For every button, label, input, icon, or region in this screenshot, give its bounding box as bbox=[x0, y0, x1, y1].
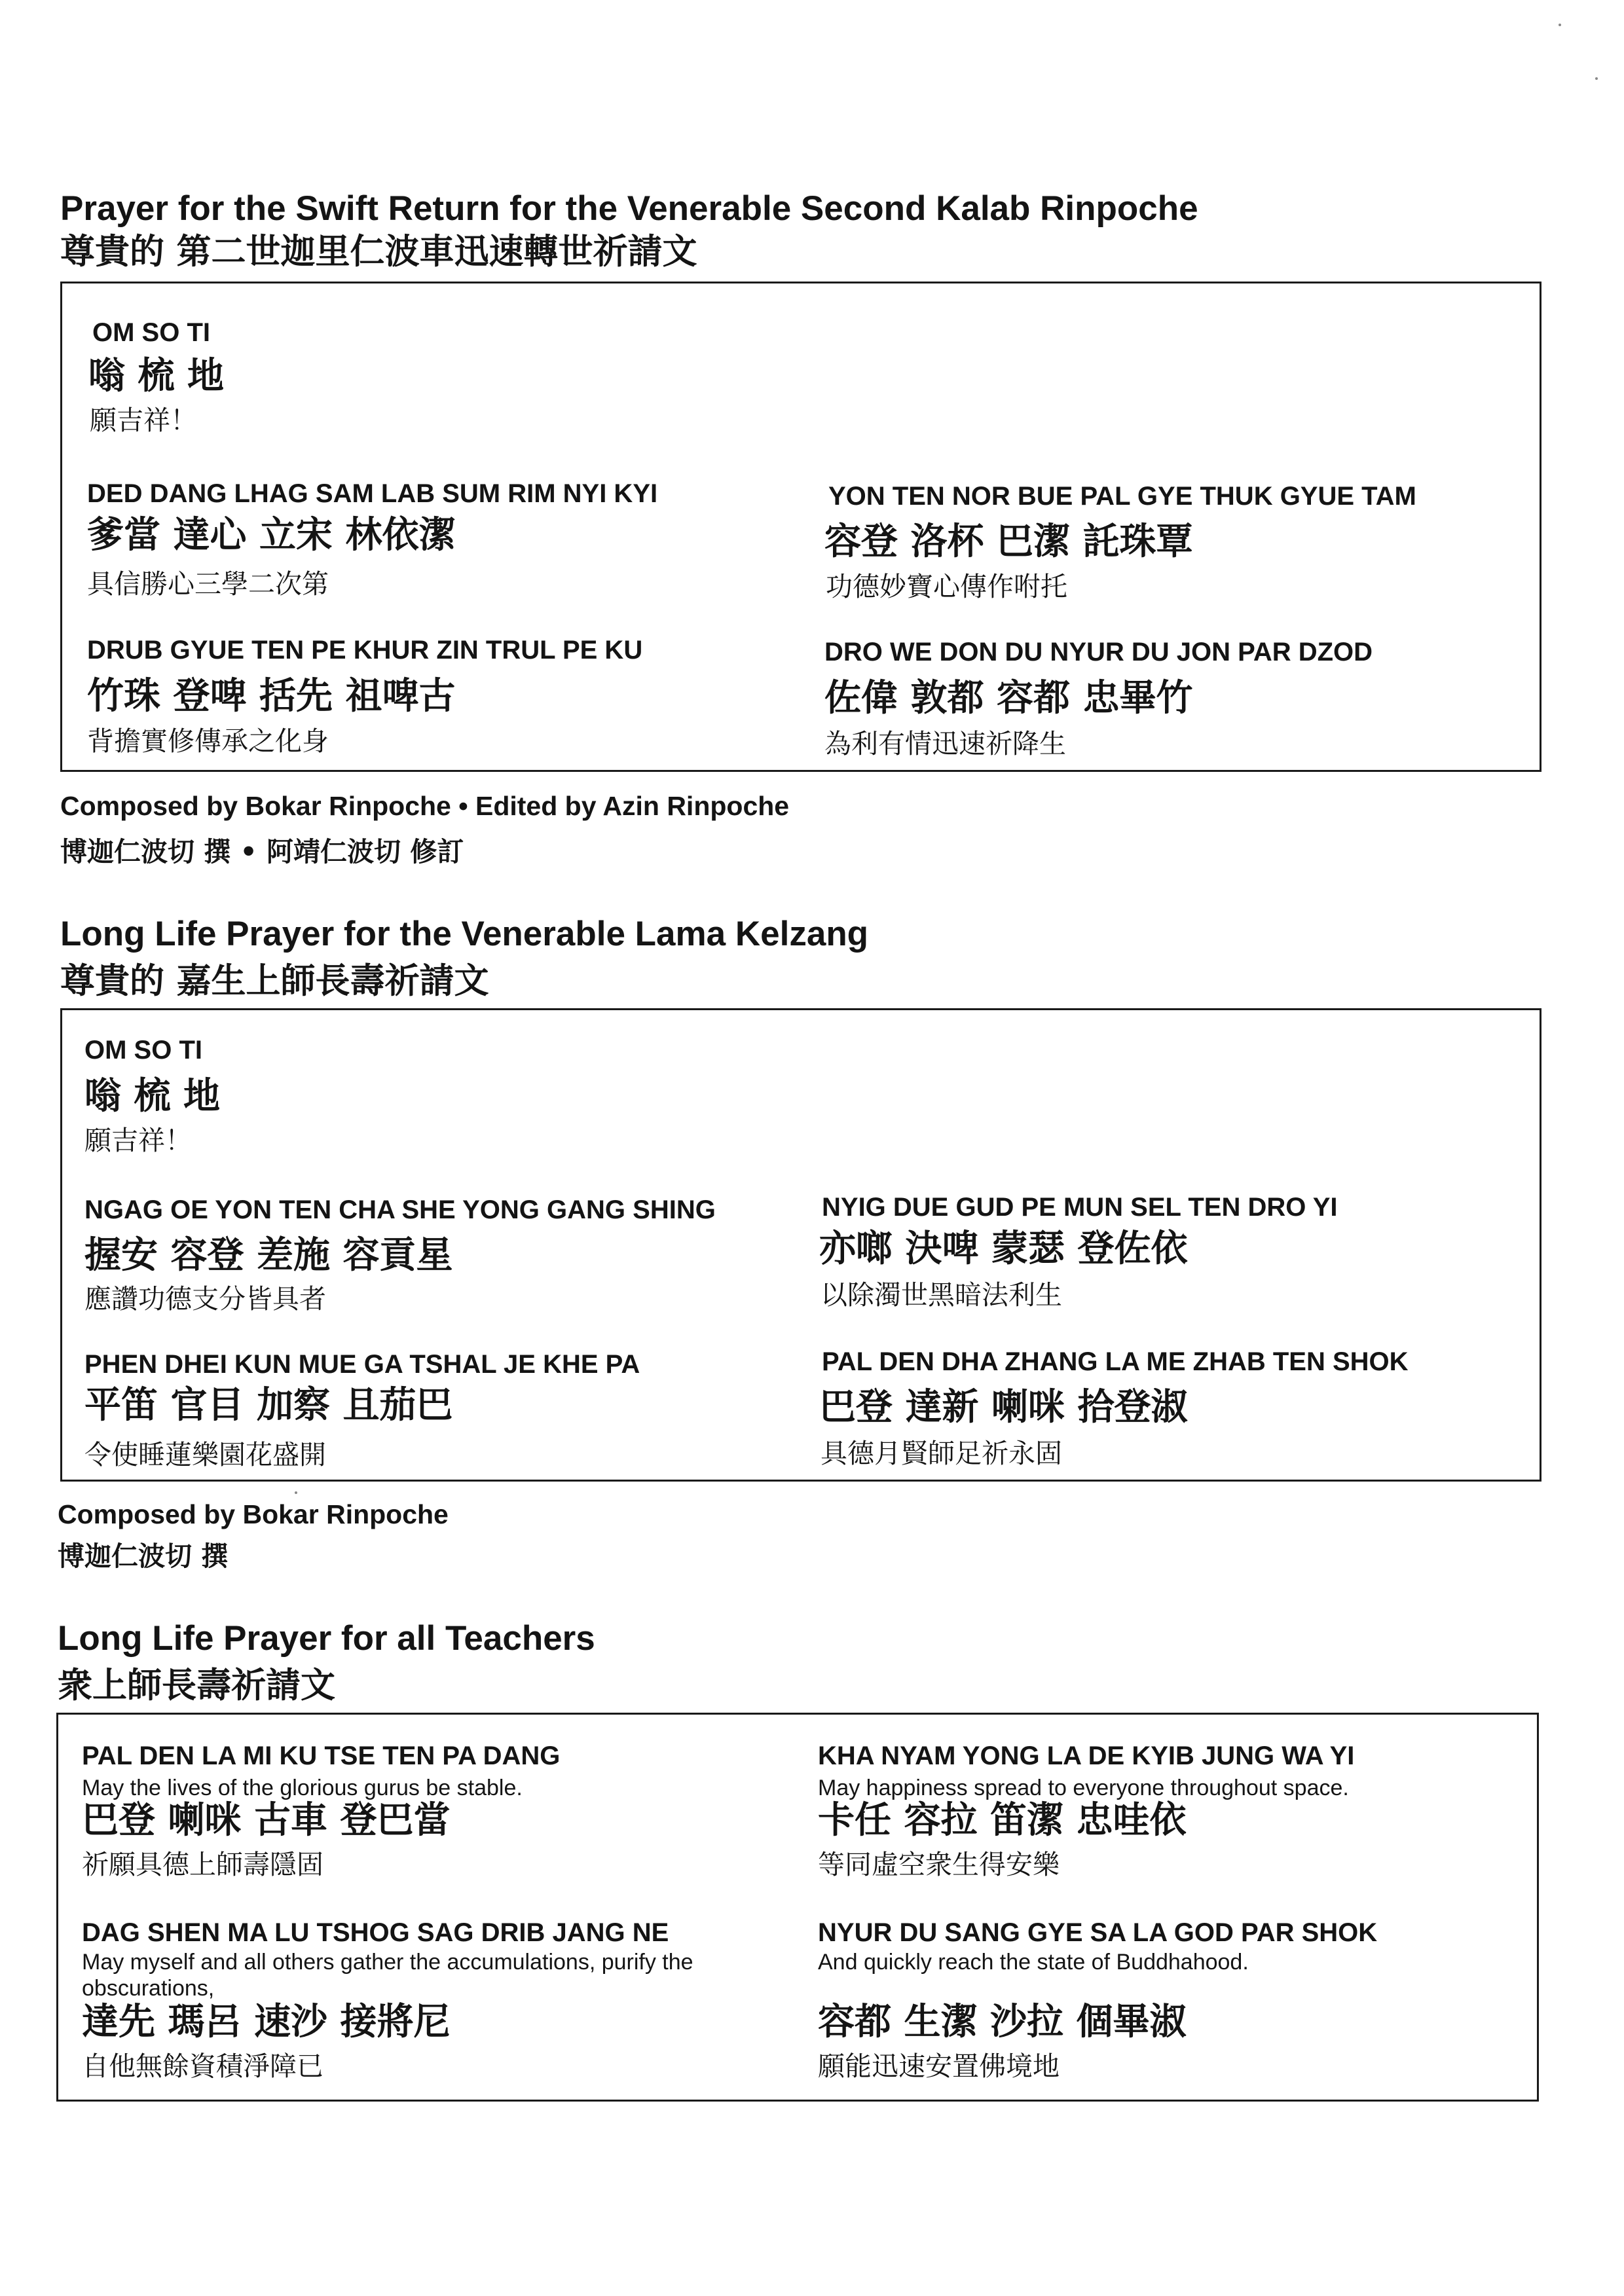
verse-2-latin: KHA NYAM YONG LA DE KYIB JUNG WA YI bbox=[818, 1741, 1355, 1770]
verse-2-translit: 卡任 容拉 笛潔 忠哇依 bbox=[818, 1799, 1187, 1842]
verse-2-translit: 容登 洛杯 巴潔 託珠覃 bbox=[824, 520, 1193, 563]
verse-2-meaning: 功德妙寶心傳作咐托 bbox=[826, 571, 1067, 602]
intro-latin: OM SO TI bbox=[84, 1036, 202, 1065]
verse-1-latin: DED DANG LHAG SAM LAB SUM RIM NYI KYI bbox=[87, 479, 658, 508]
intro-latin: OM SO TI bbox=[92, 318, 210, 347]
section-3-title-zh: 衆上師長壽祈請文 bbox=[58, 1666, 335, 1705]
verse-4-latin: NYUR DU SANG GYE SA LA GOD PAR SHOK bbox=[818, 1918, 1378, 1947]
verse-1-latin: NGAG OE YON TEN CHA SHE YONG GANG SHING bbox=[84, 1195, 716, 1224]
intro-translit: 嗡 梳 地 bbox=[84, 1075, 220, 1118]
verse-3-meaning: 自他無餘資積淨障已 bbox=[82, 2050, 323, 2082]
verse-4-latin: DRO WE DON DU NYUR DU JON PAR DZOD bbox=[824, 638, 1373, 666]
section-1-credit-en: Composed by Bokar Rinpoche • Edited by Azin Rinpoche bbox=[60, 791, 790, 821]
verse-1-meaning: 應讚功德支分皆具者 bbox=[84, 1283, 326, 1315]
section-2-credit-zh: 博迦仁波切 撰 bbox=[58, 1540, 229, 1572]
section-1-prayer-box bbox=[60, 282, 1541, 772]
section-3-prayer-box bbox=[56, 1713, 1539, 2102]
verse-3-latin: DAG SHEN MA LU TSHOG SAG DRIB JANG NE bbox=[82, 1918, 669, 1947]
verse-3-translit: 竹珠 登啤 括先 祖啤古 bbox=[87, 675, 456, 718]
scan-speck bbox=[1559, 24, 1561, 26]
verse-4-translit: 巴登 達新 喇咪 拾登淑 bbox=[819, 1386, 1188, 1429]
verse-4-meaning: 願能迅速安置佛境地 bbox=[818, 2050, 1060, 2082]
verse-4-translit: 佐偉 敦都 容都 忠畢竹 bbox=[824, 677, 1193, 720]
verse-4-meaning: 具德月賢師足祈永固 bbox=[821, 1438, 1062, 1469]
intro-meaning: 願吉祥！ bbox=[84, 1125, 192, 1156]
verse-2-meaning: 等同虛空衆生得安樂 bbox=[818, 1849, 1060, 1880]
verse-1-translit: 爹當 達心 立宋 林依潔 bbox=[87, 514, 456, 556]
verse-1-latin: PAL DEN LA MI KU TSE TEN PA DANG bbox=[82, 1741, 561, 1770]
scan-speck bbox=[295, 1491, 297, 1494]
verse-4-translit: 容都 生潔 沙拉 個畢淑 bbox=[818, 2001, 1187, 2043]
verse-3-translit: 平笛 官目 加察 且茄巴 bbox=[84, 1384, 453, 1427]
verse-4-latin: PAL DEN DHA ZHANG LA ME ZHAB TEN SHOK bbox=[822, 1347, 1409, 1376]
scan-speck bbox=[1595, 77, 1598, 80]
intro-meaning: 願吉祥！ bbox=[90, 405, 197, 436]
section-2-credit-en: Composed by Bokar Rinpoche bbox=[58, 1499, 449, 1529]
section-2-prayer-box bbox=[60, 1008, 1541, 1482]
verse-3-english: May myself and all others gather the accumulations, purify the obscurations, bbox=[82, 1950, 693, 2001]
verse-1-translit: 巴登 喇咪 古車 登巴當 bbox=[82, 1799, 451, 1842]
section-2-title-en: Long Life Prayer for the Venerable Lama Kelzang bbox=[60, 915, 869, 953]
section-2-title-zh: 尊貴的 嘉生上師長壽祈請文 bbox=[60, 961, 489, 1001]
verse-1-english: May the lives of the glorious gurus be stable. bbox=[82, 1776, 523, 1800]
section-3-title-en: Long Life Prayer for all Teachers bbox=[58, 1619, 595, 1658]
verse-3-latin: PHEN DHEI KUN MUE GA TSHAL JE KHE PA bbox=[84, 1350, 640, 1379]
verse-2-meaning: 以除濁世黑暗法利生 bbox=[821, 1279, 1062, 1311]
verse-2-latin: YON TEN NOR BUE PAL GYE THUK GYUE TAM bbox=[828, 482, 1416, 511]
verse-3-meaning: 背擔實修傳承之化身 bbox=[87, 725, 329, 757]
section-1-title-en: Prayer for the Swift Return for the Venerable Second Kalab Rinpoche bbox=[60, 189, 1198, 228]
verse-1-translit: 握安 容登 差施 容貢星 bbox=[84, 1234, 453, 1277]
section-1-credit-zh: 博迦仁波切 撰 • 阿靖仁波切 修訂 bbox=[60, 836, 464, 867]
verse-2-latin: NYIG DUE GUD PE MUN SEL TEN DRO YI bbox=[822, 1193, 1338, 1222]
verse-1-meaning: 祈願具德上師壽隱固 bbox=[82, 1849, 323, 1880]
verse-3-meaning: 令使睡蓮樂園花盛開 bbox=[84, 1439, 326, 1470]
verse-1-meaning: 具信勝心三學二次第 bbox=[87, 568, 329, 600]
verse-3-latin: DRUB GYUE TEN PE KHUR ZIN TRUL PE KU bbox=[87, 636, 643, 665]
section-1-title-zh: 尊貴的 第二世迦里仁波車迅速轉世祈請文 bbox=[60, 232, 697, 272]
verse-4-english: And quickly reach the state of Buddhahood. bbox=[818, 1950, 1249, 1975]
intro-translit: 嗡 梳 地 bbox=[88, 355, 224, 397]
verse-2-translit: 亦啷 決啤 蒙瑟 登佐依 bbox=[819, 1228, 1188, 1270]
verse-2-english: May happiness spread to everyone throughout space. bbox=[818, 1776, 1349, 1800]
verse-4-meaning: 為利有情迅速祈降生 bbox=[824, 728, 1066, 759]
verse-3-translit: 達先 瑪呂 速沙 接將尼 bbox=[82, 2001, 451, 2043]
